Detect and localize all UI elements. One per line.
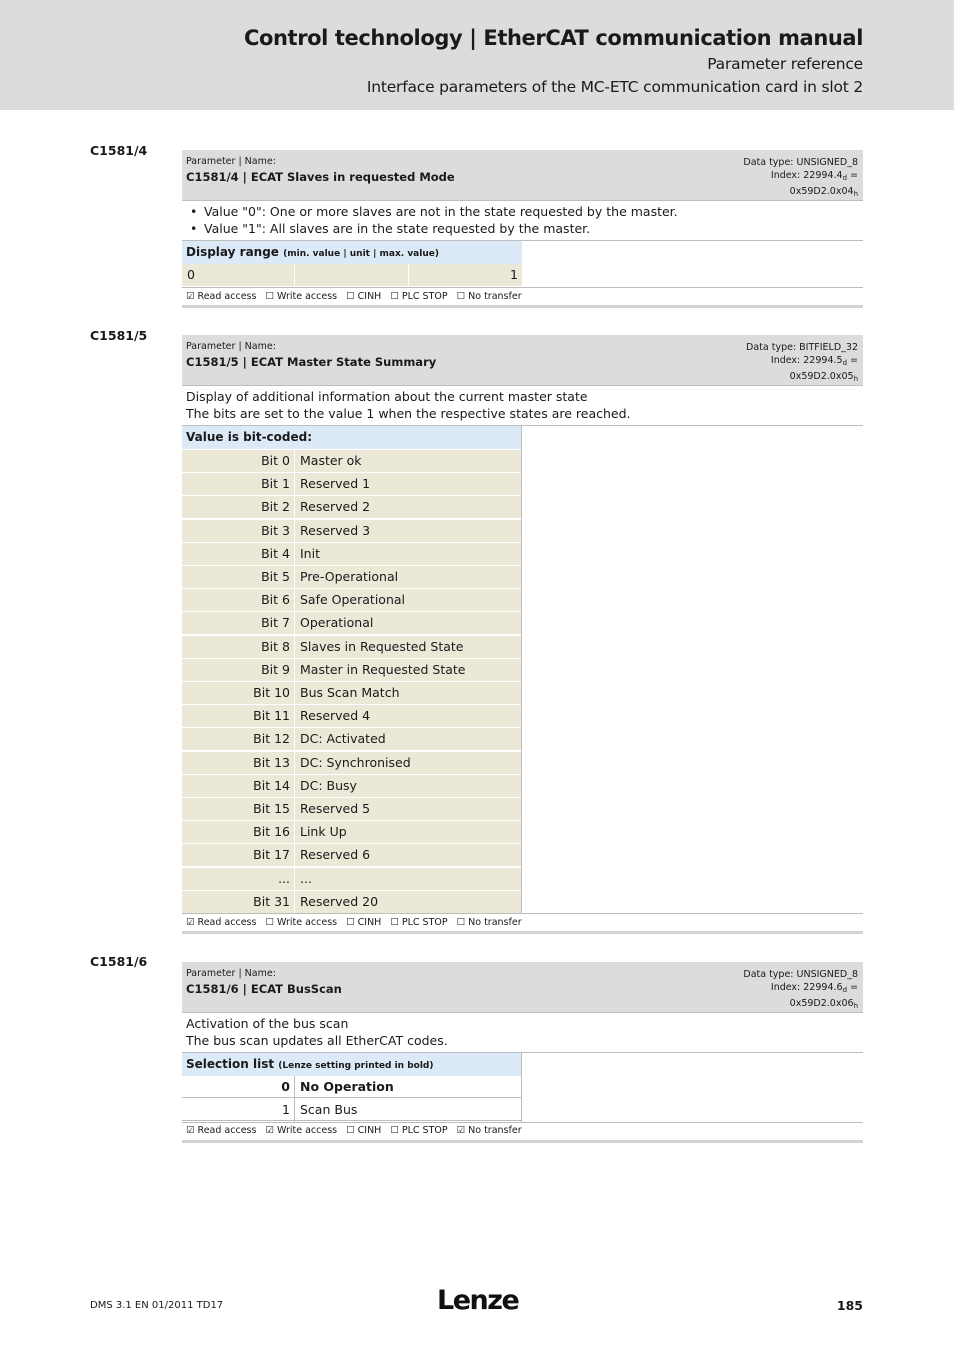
range-max: 1 <box>409 264 522 286</box>
param-name: C1581/5 | ECAT Master State Summary <box>186 355 437 369</box>
divider <box>182 913 863 914</box>
range-unit <box>295 264 408 286</box>
bit-number: Bit 16 <box>182 821 294 843</box>
bit-meaning: DC: Synchronised <box>295 752 521 774</box>
page-header <box>0 0 954 110</box>
param-code-c1581-6: C1581/6 <box>90 954 148 969</box>
access-flags: ☑ Read access ☑ Write access ☐ CINH ☐ PLC STOP ☑ No transfer <box>186 1125 522 1136</box>
chapter-title: Parameter reference <box>707 55 863 73</box>
bit-number: Bit 15 <box>182 798 294 820</box>
param-label: Parameter | Name: <box>186 156 276 167</box>
param-meta <box>743 156 858 201</box>
section-end-rule <box>182 931 863 934</box>
param-index: Index: $22994.4_d$ = <box>770 170 858 182</box>
section-end-rule <box>182 1140 863 1143</box>
bit-number: Bit 5 <box>182 566 294 588</box>
bit-coded-heading: Value is bit-coded: <box>182 426 522 449</box>
bit-number: Bit 6 <box>182 589 294 611</box>
bit-number: Bit 1 <box>182 473 294 495</box>
bit-meaning: ... <box>295 868 521 890</box>
bit-number: Bit 4 <box>182 543 294 565</box>
data-type: Data type: UNSIGNED_8 <box>743 157 858 168</box>
display-range-heading: Display range (min. value | unit | max. value) <box>182 241 522 264</box>
document-id: DMS 3.1 EN 01/2011 TD17 <box>90 1300 224 1311</box>
access-flags: ☑ Read access ☐ Write access ☐ CINH ☐ PLC STOP ☐ No transfer <box>186 291 522 302</box>
bit-number: Bit 31 <box>182 891 294 913</box>
table-border <box>521 426 522 913</box>
bit-number: Bit 12 <box>182 728 294 750</box>
param-index: Index: $22994.6_d$ = <box>770 982 858 994</box>
bit-meaning: Reserved 1 <box>295 473 521 495</box>
bit-meaning: Slaves in Requested State <box>295 636 521 658</box>
bullet-item: • Value "1": All slaves are in the state requested by the master. <box>186 220 678 237</box>
param-header <box>182 335 863 386</box>
param-description: Activation of the bus scan The bus scan updates all EtherCAT codes. <box>186 1016 448 1048</box>
param-header <box>182 962 863 1013</box>
data-type: Data type: BITFIELD_32 <box>746 342 858 353</box>
param-label: Parameter | Name: <box>186 341 276 352</box>
bit-meaning: Reserved 5 <box>295 798 521 820</box>
bit-meaning: Master ok <box>295 450 521 472</box>
manual-title: Control technology | EtherCAT communication manual <box>243 26 863 50</box>
bit-meaning: Reserved 4 <box>295 705 521 727</box>
param-description <box>186 203 678 237</box>
bit-number: Bit 17 <box>182 844 294 866</box>
bit-number: Bit 9 <box>182 659 294 681</box>
bit-meaning: Pre-Operational <box>295 566 521 588</box>
bit-number: Bit 7 <box>182 612 294 634</box>
bit-meaning: DC: Busy <box>295 775 521 797</box>
bit-number: Bit 3 <box>182 520 294 542</box>
param-description: Display of additional information about the current master state The bits are set to the value 1 when the respective states are reached. <box>186 389 631 421</box>
param-header <box>182 150 863 201</box>
option-label: No Operation <box>295 1076 522 1098</box>
param-meta <box>743 968 858 1013</box>
bit-number: Bit 2 <box>182 496 294 518</box>
bit-meaning: Reserved 3 <box>295 520 521 542</box>
table-border <box>521 1053 522 1122</box>
param-code-c1581-4: C1581/4 <box>90 143 148 158</box>
bit-number: Bit 11 <box>182 705 294 727</box>
access-flags: ☑ Read access ☐ Write access ☐ CINH ☐ PLC STOP ☐ No transfer <box>186 917 522 928</box>
divider <box>182 1122 863 1123</box>
param-name: C1581/4 | ECAT Slaves in requested Mode <box>186 170 455 184</box>
bit-number: Bit 13 <box>182 752 294 774</box>
page-number: 185 <box>836 1298 863 1313</box>
option-label: Scan Bus <box>295 1099 522 1121</box>
option-value: 1 <box>182 1099 294 1121</box>
bit-meaning: DC: Activated <box>295 728 521 750</box>
bit-meaning: Bus Scan Match <box>295 682 521 704</box>
param-code-c1581-5: C1581/5 <box>90 328 148 343</box>
bit-number: Bit 14 <box>182 775 294 797</box>
bit-meaning: Reserved 20 <box>295 891 521 913</box>
table-border <box>294 1076 295 1122</box>
range-min: 0 <box>182 264 294 286</box>
param-name: C1581/6 | ECAT BusScan <box>186 982 342 996</box>
bit-number: Bit 0 <box>182 450 294 472</box>
data-type: Data type: UNSIGNED_8 <box>743 969 858 980</box>
bit-number: Bit 10 <box>182 682 294 704</box>
param-hex-index: $0x59D2.0x05_h$ <box>789 371 858 383</box>
lenze-logo: Lenze <box>437 1285 519 1316</box>
bit-meaning: Reserved 2 <box>295 496 521 518</box>
section-end-rule <box>182 305 863 308</box>
param-meta <box>746 341 858 386</box>
bit-meaning: Init <box>295 543 521 565</box>
bit-meaning: Link Up <box>295 821 521 843</box>
bit-number: Bit 8 <box>182 636 294 658</box>
bit-number: ... <box>182 868 294 890</box>
bit-meaning: Master in Requested State <box>295 659 521 681</box>
section-title: Interface parameters of the MC-ETC communication card in slot 2 <box>366 78 863 96</box>
param-index: Index: $22994.5_d$ = <box>770 355 858 367</box>
bit-meaning: Safe Operational <box>295 589 521 611</box>
option-value: 0 <box>182 1076 294 1098</box>
param-hex-index: $0x59D2.0x06_h$ <box>789 998 858 1010</box>
param-hex-index: $0x59D2.0x04_h$ <box>789 186 858 198</box>
bit-meaning: Operational <box>295 612 521 634</box>
param-label: Parameter | Name: <box>186 968 276 979</box>
bit-meaning: Reserved 6 <box>295 844 521 866</box>
selection-list-heading: Selection list (Lenze setting printed in bold) <box>182 1053 522 1076</box>
bullet-item: • Value "0": One or more slaves are not in the state requested by the master. <box>186 203 678 220</box>
divider <box>182 287 863 288</box>
